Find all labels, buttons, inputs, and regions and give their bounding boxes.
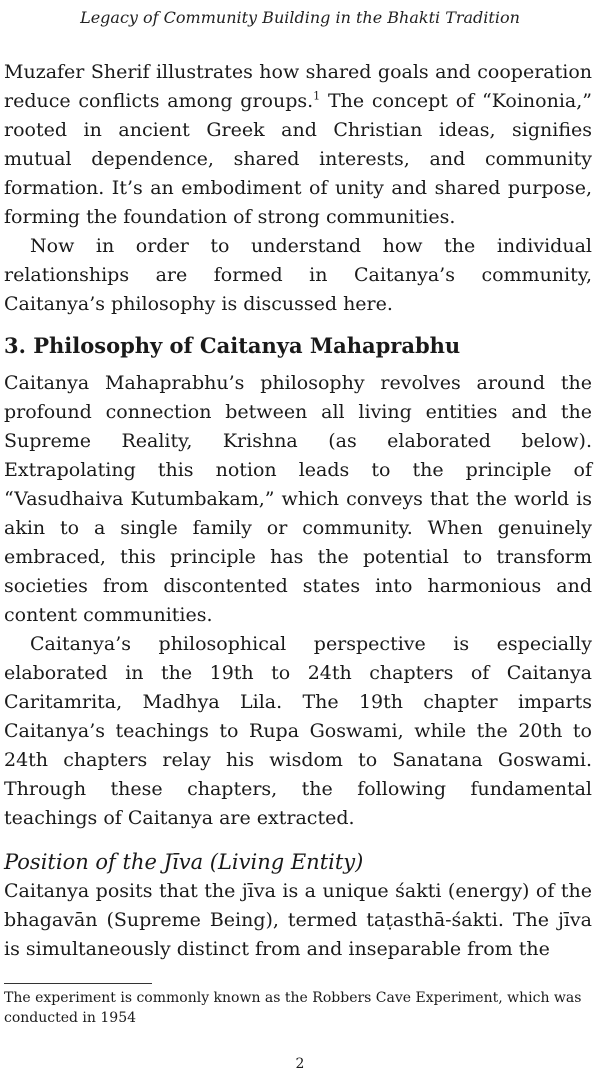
- running-head: Legacy of Community Building in the Bhakti Tradition: [80, 8, 520, 27]
- footnote-divider: [4, 983, 152, 984]
- paragraph-intro-philosophy: Now in order to understand how the individual relationships are formed in Caitanya’s community, Caitanya’s philosophy is discussed here.: [4, 235, 592, 315]
- subsection-heading: Position of the Jīva (Living Entity): [4, 850, 364, 874]
- page-number: 2: [295, 1056, 305, 1072]
- paragraph-text: The concept of “Koinonia,” rooted in ancient Greek and Christian ideas, signifies mutual dependence, shared interests, and community formation. It’s an embodiment of unity and shared purpose, forming the foundation of strong communities.: [4, 90, 592, 228]
- paragraph-jiva: Caitanya posits that the jīva is a unique śakti (energy) of the bhagavān (Supreme Being), termed taṭasthā-śakti. The jīva is simultaneously distinct from and inseparable from the: [4, 880, 592, 960]
- section-heading: 3. Philosophy of Caitanya Mahaprabhu: [4, 333, 461, 358]
- paragraph-philosophy: Caitanya Mahaprabhu’s philosophy revolves around the profound connection between all living entities and the Supreme Reality, Krishna (as elaborated below). Extrapolating this notion leads to the principle of “Vasudhaiva Kutumbakam,” which conveys that the world is akin to a single family or community. When genuinely embraced, this principle has the potential to transform societies from discontented states into harmonious and content communities.: [4, 372, 592, 626]
- paragraph-chapters: Caitanya’s philosophical perspective is especially elaborated in the 19th to 24th chapters of Caitanya Caritamrita, Madhya Lila. The 19th chapter imparts Caitanya’s teachings to Rupa Goswami, while the 20th to 24th chapters relay his wisdom to Sanatana Goswami. Through these chapters, the following fundamental teachings of Caitanya are extracted.: [4, 633, 592, 829]
- paragraph-text: Muzafer Sherif illustrates how shared goals and cooperation reduce conflicts among groups.: [4, 61, 592, 112]
- footnote: The experiment is commonly known as the Robbers Cave Experiment, which was conducted in 1954: [4, 990, 582, 1026]
- footnote-reference[interactable]: 1: [313, 89, 321, 103]
- body-text: [4, 58, 592, 964]
- paragraph-koinonia: [4, 58, 592, 232]
